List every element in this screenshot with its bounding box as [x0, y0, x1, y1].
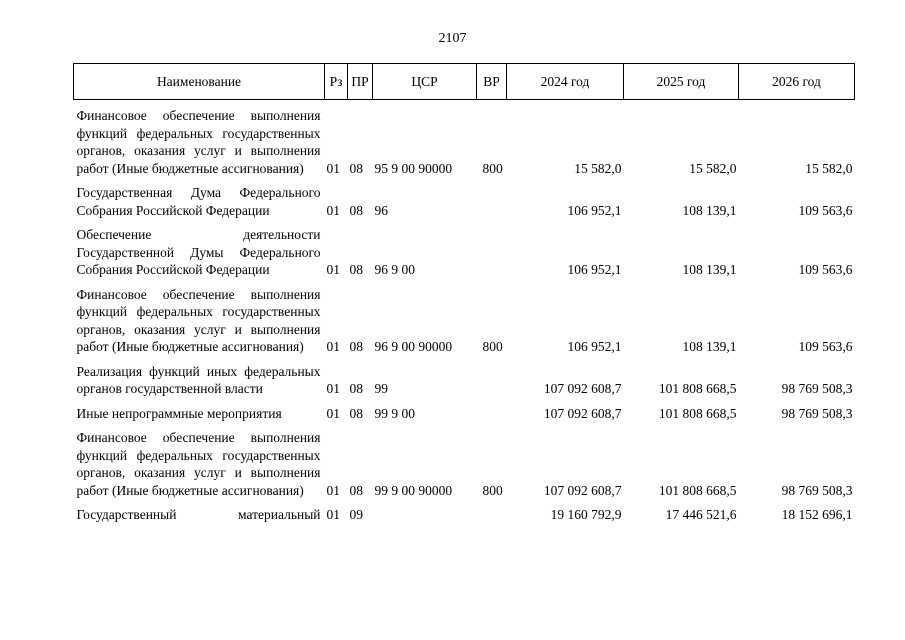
header-name: Наименование	[74, 64, 325, 100]
row-name: Финансовое обеспечение выполнения функций федеральных государственных органов, оказания услуг и выполнения работ (Иные бюджетные ассигнования)	[76, 108, 321, 176]
row-2025: 101 808 668,5	[658, 405, 737, 421]
row-rz: 01	[326, 381, 340, 396]
row-2025: 101 808 668,5	[658, 381, 737, 396]
row-name: Обеспечение деятельности Государственной Думы Федерального Собрания Российской Федерации	[76, 227, 321, 277]
row-vr: 800	[482, 160, 503, 176]
row-name: Реализация функций иных федеральных органов государственной власти	[76, 363, 321, 396]
table-header	[74, 64, 855, 100]
table-row	[74, 398, 855, 423]
row-csr: 99	[374, 381, 388, 396]
row-2024: 15 582,0	[574, 160, 622, 176]
row-csr: 96	[374, 202, 388, 218]
row-vr: 800	[482, 482, 503, 498]
row-2024: 106 952,1	[567, 262, 622, 277]
row-2024: 106 952,1	[567, 202, 622, 218]
row-2025: 101 808 668,5	[658, 482, 737, 498]
row-2025: 17 446 521,6	[665, 507, 737, 522]
row-2026: 98 769 508,3	[781, 405, 853, 421]
row-name: Финансовое обеспечение выполнения функций федеральных государственных органов, оказания услуг и выполнения работ (Иные бюджетные ассигнования)	[76, 286, 321, 354]
row-rz: 01	[326, 262, 340, 277]
row-rz: 01	[326, 202, 340, 218]
row-csr: 99 9 00	[374, 405, 415, 421]
row-pr: 08	[349, 339, 363, 354]
row-2024: 107 092 608,7	[543, 482, 622, 498]
row-2026: 109 563,6	[798, 202, 853, 218]
row-vr	[477, 398, 507, 423]
row-rz: 01	[326, 160, 340, 176]
row-2024: 19 160 792,9	[550, 507, 622, 522]
row-pr: 08	[349, 405, 363, 421]
row-2026: 18 152 696,1	[781, 507, 853, 522]
row-vr	[477, 499, 507, 524]
row-pr: 08	[349, 381, 363, 396]
row-csr: 95 9 00 90000	[374, 160, 453, 176]
row-2024: 107 092 608,7	[543, 381, 622, 396]
row-vr	[477, 177, 507, 219]
row-vr	[477, 356, 507, 398]
row-2025: 108 139,1	[682, 262, 737, 277]
row-pr: 08	[349, 160, 363, 176]
header-vr: ВР	[477, 64, 507, 100]
row-name: Государственная Дума Федерального Собрания Российской Федерации	[76, 185, 321, 218]
row-vr	[477, 219, 507, 279]
row-2025: 108 139,1	[682, 202, 737, 218]
header-csr: ЦСР	[373, 64, 477, 100]
row-rz: 01	[326, 482, 340, 498]
header-pr: ПР	[348, 64, 373, 100]
header-rz: Рз	[325, 64, 348, 100]
row-pr: 08	[349, 482, 363, 498]
row-2026: 98 769 508,3	[781, 482, 853, 498]
row-csr: 96 9 00	[374, 262, 415, 277]
row-pr: 08	[349, 262, 363, 277]
page-number: 2107	[438, 31, 467, 46]
row-2026: 109 563,6	[798, 339, 853, 354]
row-csr: 96 9 00 90000	[374, 339, 453, 354]
header-2026: 2026 год	[739, 64, 855, 100]
header-row	[74, 64, 855, 100]
row-rz: 01	[326, 339, 340, 354]
row-2026: 109 563,6	[798, 262, 853, 277]
row-pr: 08	[349, 202, 363, 218]
header-2024: 2024 год	[507, 64, 624, 100]
table-row	[74, 219, 855, 279]
header-2025: 2025 год	[624, 64, 739, 100]
row-vr: 800	[482, 339, 503, 354]
row-rz: 01	[326, 507, 340, 522]
table-row	[74, 356, 855, 398]
table-row	[74, 177, 855, 219]
row-name: Финансовое обеспечение выполнения функций федеральных государственных органов, оказания услуг и выполнения работ (Иные бюджетные ассигнования)	[76, 430, 321, 498]
row-pr: 09	[349, 507, 363, 522]
row-2024: 107 092 608,7	[543, 405, 622, 421]
table-row	[74, 499, 855, 524]
row-csr	[373, 499, 477, 524]
table-body	[74, 100, 855, 524]
row-name: Иные непрограммные мероприятия	[76, 405, 282, 421]
row-2025: 108 139,1	[682, 339, 737, 354]
row-name: Государственный материальный	[76, 507, 321, 522]
table-row	[74, 422, 855, 499]
row-2026: 15 582,0	[805, 160, 853, 176]
row-rz: 01	[326, 405, 340, 421]
row-csr: 99 9 00 90000	[374, 482, 453, 498]
budget-table	[73, 63, 855, 524]
row-2024: 106 952,1	[567, 339, 622, 354]
table-row	[74, 100, 855, 178]
row-2026: 98 769 508,3	[781, 381, 853, 396]
row-2025: 15 582,0	[689, 160, 737, 176]
table-row	[74, 279, 855, 356]
